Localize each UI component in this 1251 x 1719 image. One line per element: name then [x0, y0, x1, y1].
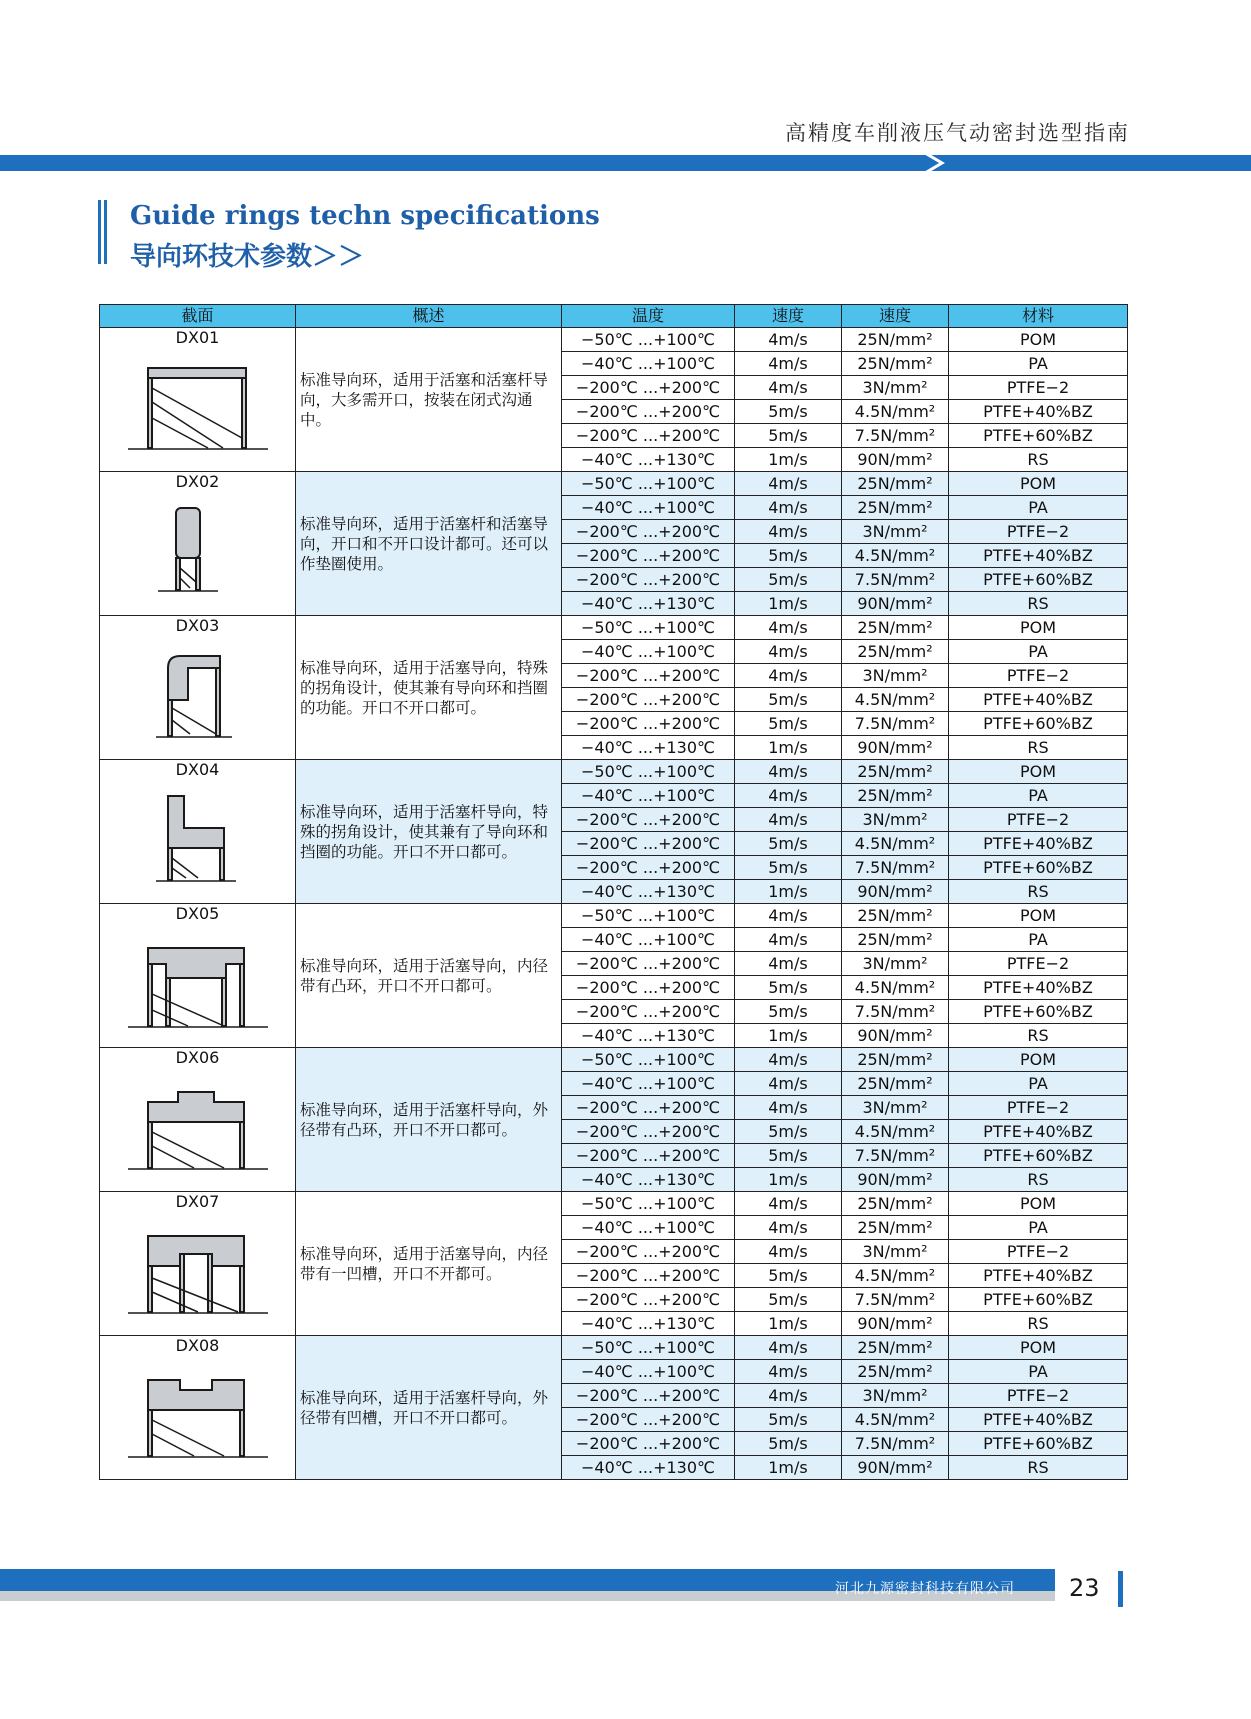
material-cell: RS — [949, 1168, 1128, 1192]
table-row — [100, 472, 1128, 496]
temperature-cell: −200℃ ...+200℃ — [562, 568, 735, 592]
cross-section-drawing — [128, 934, 268, 1030]
load-cell: 25N/mm² — [842, 928, 949, 952]
temperature-cell: −40℃ ...+100℃ — [562, 640, 735, 664]
speed-cell: 4m/s — [735, 1360, 842, 1384]
material-cell: RS — [949, 1456, 1128, 1480]
temperature-cell: −40℃ ...+130℃ — [562, 592, 735, 616]
section-description: 标准导向环，适用于活塞导向，内径带有一凹槽，开口不开都可。 — [296, 1192, 562, 1336]
temperature-cell: −50℃ ...+100℃ — [562, 328, 735, 352]
temperature-cell: −200℃ ...+200℃ — [562, 976, 735, 1000]
temperature-cell: −200℃ ...+200℃ — [562, 400, 735, 424]
load-cell: 4.5N/mm² — [842, 544, 949, 568]
temperature-cell: −50℃ ...+100℃ — [562, 1336, 735, 1360]
load-cell: 7.5N/mm² — [842, 1432, 949, 1456]
speed-cell: 5m/s — [735, 856, 842, 880]
load-cell: 90N/mm² — [842, 1312, 949, 1336]
material-cell: PA — [949, 928, 1128, 952]
speed-cell: 5m/s — [735, 568, 842, 592]
load-cell: 3N/mm² — [842, 808, 949, 832]
temperature-cell: −200℃ ...+200℃ — [562, 376, 735, 400]
temperature-cell: −50℃ ...+100℃ — [562, 760, 735, 784]
load-cell: 3N/mm² — [842, 1240, 949, 1264]
load-cell: 90N/mm² — [842, 448, 949, 472]
load-cell: 25N/mm² — [842, 1360, 949, 1384]
load-cell: 90N/mm² — [842, 1456, 949, 1480]
material-cell: PTFE+40%BZ — [949, 832, 1128, 856]
temperature-cell: −40℃ ...+130℃ — [562, 1312, 735, 1336]
load-cell: 3N/mm² — [842, 1096, 949, 1120]
speed-cell: 5m/s — [735, 976, 842, 1000]
temperature-cell: −50℃ ...+100℃ — [562, 1192, 735, 1216]
cross-section-drawing — [128, 790, 268, 886]
load-cell: 25N/mm² — [842, 640, 949, 664]
load-cell: 90N/mm² — [842, 592, 949, 616]
section-code: DX02 — [175, 472, 220, 491]
speed-cell: 5m/s — [735, 832, 842, 856]
load-cell: 7.5N/mm² — [842, 712, 949, 736]
load-cell: 4.5N/mm² — [842, 1264, 949, 1288]
temperature-cell: −200℃ ...+200℃ — [562, 1288, 735, 1312]
load-cell: 3N/mm² — [842, 1384, 949, 1408]
speed-cell: 4m/s — [735, 1336, 842, 1360]
speed-cell: 4m/s — [735, 760, 842, 784]
load-cell: 25N/mm² — [842, 1072, 949, 1096]
col-header-temperature: 温度 — [562, 305, 735, 328]
section-description: 标准导向环，适用于活塞杆导向，外径带有凸环，开口不开口都可。 — [296, 1048, 562, 1192]
temperature-cell: −200℃ ...+200℃ — [562, 1432, 735, 1456]
speed-cell: 4m/s — [735, 472, 842, 496]
load-cell: 3N/mm² — [842, 664, 949, 688]
section-marker — [98, 200, 108, 264]
col-header-material: 材料 — [949, 305, 1128, 328]
load-cell: 4.5N/mm² — [842, 400, 949, 424]
load-cell: 7.5N/mm² — [842, 424, 949, 448]
speed-cell: 1m/s — [735, 1456, 842, 1480]
speed-cell: 4m/s — [735, 952, 842, 976]
table-header-row — [100, 305, 1128, 328]
load-cell: 25N/mm² — [842, 1192, 949, 1216]
speed-cell: 5m/s — [735, 1408, 842, 1432]
temperature-cell: −200℃ ...+200℃ — [562, 544, 735, 568]
temperature-cell: −50℃ ...+100℃ — [562, 472, 735, 496]
section-description: 标准导向环，适用于活塞和活塞杆导向，大多需开口，按装在闭式沟通中。 — [296, 328, 562, 472]
speed-cell: 5m/s — [735, 1288, 842, 1312]
material-cell: RS — [949, 880, 1128, 904]
table-row — [100, 1192, 1128, 1216]
material-cell: RS — [949, 1312, 1128, 1336]
load-cell: 25N/mm² — [842, 760, 949, 784]
load-cell: 90N/mm² — [842, 736, 949, 760]
section-profile-cell — [100, 1048, 296, 1192]
temperature-cell: −200℃ ...+200℃ — [562, 688, 735, 712]
speed-cell: 1m/s — [735, 1168, 842, 1192]
temperature-cell: −200℃ ...+200℃ — [562, 1096, 735, 1120]
section-code: DX06 — [175, 1048, 220, 1067]
section-title-zh: 导向环技术参数＞＞ — [130, 242, 365, 272]
material-cell: POM — [949, 760, 1128, 784]
section-profile-cell — [100, 760, 296, 904]
temperature-cell: −200℃ ...+200℃ — [562, 1240, 735, 1264]
section-description: 标准导向环，适用于活塞导向，特殊的拐角设计，使其兼有导向环和挡圈的功能。开口不开口都可。 — [296, 616, 562, 760]
table-body — [100, 328, 1128, 1480]
section-code: DX07 — [175, 1192, 220, 1211]
load-cell: 90N/mm² — [842, 880, 949, 904]
speed-cell: 4m/s — [735, 520, 842, 544]
header-bar — [0, 153, 1251, 173]
section-code: DX03 — [175, 616, 220, 635]
speed-cell: 5m/s — [735, 1432, 842, 1456]
table-row — [100, 1048, 1128, 1072]
load-cell: 4.5N/mm² — [842, 976, 949, 1000]
load-cell: 7.5N/mm² — [842, 1288, 949, 1312]
speed-cell: 5m/s — [735, 1000, 842, 1024]
load-cell: 7.5N/mm² — [842, 568, 949, 592]
col-header-load: 速度 — [842, 305, 949, 328]
speed-cell: 4m/s — [735, 808, 842, 832]
material-cell: PTFE+60%BZ — [949, 1000, 1128, 1024]
temperature-cell: −200℃ ...+200℃ — [562, 712, 735, 736]
table-row — [100, 616, 1128, 640]
load-cell: 4.5N/mm² — [842, 1408, 949, 1432]
material-cell: PA — [949, 496, 1128, 520]
table-row — [100, 904, 1128, 928]
col-header-section: 截面 — [100, 305, 296, 328]
speed-cell: 4m/s — [735, 352, 842, 376]
col-header-speed: 速度 — [735, 305, 842, 328]
load-cell: 25N/mm² — [842, 1048, 949, 1072]
table-row — [100, 760, 1128, 784]
speed-cell: 5m/s — [735, 688, 842, 712]
section-profile-cell — [100, 1192, 296, 1336]
section-description: 标准导向环，适用于活塞导向，内径带有凸环，开口不开口都可。 — [296, 904, 562, 1048]
section-code: DX01 — [175, 328, 220, 347]
section-profile-cell — [100, 1336, 296, 1480]
temperature-cell: −40℃ ...+130℃ — [562, 448, 735, 472]
col-header-overview: 概述 — [296, 305, 562, 328]
material-cell: PTFE−2 — [949, 520, 1128, 544]
material-cell: PTFE+60%BZ — [949, 712, 1128, 736]
temperature-cell: −200℃ ...+200℃ — [562, 1000, 735, 1024]
material-cell: PTFE−2 — [949, 1240, 1128, 1264]
page-number-marker — [1118, 1571, 1123, 1607]
material-cell: PTFE+40%BZ — [949, 1120, 1128, 1144]
cross-section-drawing — [128, 1222, 268, 1318]
speed-cell: 5m/s — [735, 712, 842, 736]
section-profile-cell — [100, 616, 296, 760]
material-cell: PA — [949, 352, 1128, 376]
load-cell: 3N/mm² — [842, 376, 949, 400]
temperature-cell: −50℃ ...+100℃ — [562, 616, 735, 640]
temperature-cell: −50℃ ...+100℃ — [562, 904, 735, 928]
spec-table — [99, 304, 1128, 1480]
material-cell: POM — [949, 616, 1128, 640]
section-profile-cell — [100, 904, 296, 1048]
material-cell: PA — [949, 784, 1128, 808]
material-cell: PTFE+40%BZ — [949, 688, 1128, 712]
cross-section-drawing — [128, 646, 268, 742]
section-code: DX08 — [175, 1336, 220, 1355]
load-cell: 25N/mm² — [842, 1216, 949, 1240]
speed-cell: 5m/s — [735, 400, 842, 424]
speed-cell: 4m/s — [735, 640, 842, 664]
load-cell: 25N/mm² — [842, 472, 949, 496]
material-cell: RS — [949, 448, 1128, 472]
temperature-cell: −200℃ ...+200℃ — [562, 1384, 735, 1408]
section-code: DX05 — [175, 904, 220, 923]
speed-cell: 5m/s — [735, 1120, 842, 1144]
speed-cell: 5m/s — [735, 544, 842, 568]
speed-cell: 5m/s — [735, 424, 842, 448]
material-cell: PTFE−2 — [949, 1384, 1128, 1408]
table-row — [100, 328, 1128, 352]
speed-cell: 4m/s — [735, 496, 842, 520]
speed-cell: 4m/s — [735, 1216, 842, 1240]
load-cell: 90N/mm² — [842, 1024, 949, 1048]
material-cell: PTFE−2 — [949, 952, 1128, 976]
load-cell: 25N/mm² — [842, 904, 949, 928]
cross-section-drawing — [128, 1078, 268, 1174]
load-cell: 7.5N/mm² — [842, 1144, 949, 1168]
cross-section-drawing — [128, 358, 268, 454]
load-cell: 25N/mm² — [842, 784, 949, 808]
temperature-cell: −200℃ ...+200℃ — [562, 424, 735, 448]
material-cell: POM — [949, 328, 1128, 352]
table-row — [100, 1336, 1128, 1360]
cross-section-drawing — [128, 1366, 268, 1462]
load-cell: 3N/mm² — [842, 520, 949, 544]
material-cell: PTFE+40%BZ — [949, 976, 1128, 1000]
temperature-cell: −40℃ ...+100℃ — [562, 1216, 735, 1240]
material-cell: PTFE−2 — [949, 1096, 1128, 1120]
speed-cell: 4m/s — [735, 1384, 842, 1408]
speed-cell: 5m/s — [735, 1264, 842, 1288]
speed-cell: 4m/s — [735, 928, 842, 952]
section-title-en: Guide rings techn specifications — [130, 201, 600, 231]
speed-cell: 4m/s — [735, 784, 842, 808]
material-cell: PTFE+60%BZ — [949, 1144, 1128, 1168]
temperature-cell: −200℃ ...+200℃ — [562, 832, 735, 856]
header-title: 高精度车削液压气动密封选型指南 — [785, 121, 1130, 145]
page-number: 23 — [1069, 1574, 1100, 1602]
temperature-cell: −200℃ ...+200℃ — [562, 1120, 735, 1144]
temperature-cell: −200℃ ...+200℃ — [562, 808, 735, 832]
load-cell: 7.5N/mm² — [842, 856, 949, 880]
material-cell: RS — [949, 736, 1128, 760]
temperature-cell: −200℃ ...+200℃ — [562, 856, 735, 880]
speed-cell: 4m/s — [735, 1048, 842, 1072]
load-cell: 25N/mm² — [842, 1336, 949, 1360]
speed-cell: 4m/s — [735, 1072, 842, 1096]
speed-cell: 1m/s — [735, 592, 842, 616]
material-cell: POM — [949, 1048, 1128, 1072]
material-cell: PA — [949, 1072, 1128, 1096]
material-cell: POM — [949, 472, 1128, 496]
temperature-cell: −40℃ ...+100℃ — [562, 496, 735, 520]
load-cell: 4.5N/mm² — [842, 688, 949, 712]
material-cell: PTFE+40%BZ — [949, 400, 1128, 424]
load-cell: 90N/mm² — [842, 1168, 949, 1192]
load-cell: 7.5N/mm² — [842, 1000, 949, 1024]
material-cell: POM — [949, 1336, 1128, 1360]
speed-cell: 4m/s — [735, 664, 842, 688]
load-cell: 25N/mm² — [842, 328, 949, 352]
temperature-cell: −40℃ ...+100℃ — [562, 1360, 735, 1384]
temperature-cell: −200℃ ...+200℃ — [562, 1408, 735, 1432]
material-cell: PTFE+40%BZ — [949, 544, 1128, 568]
material-cell: PTFE−2 — [949, 664, 1128, 688]
load-cell: 25N/mm² — [842, 496, 949, 520]
temperature-cell: −40℃ ...+100℃ — [562, 784, 735, 808]
section-code: DX04 — [175, 760, 220, 779]
temperature-cell: −40℃ ...+130℃ — [562, 1456, 735, 1480]
speed-cell: 4m/s — [735, 1240, 842, 1264]
temperature-cell: −200℃ ...+200℃ — [562, 1144, 735, 1168]
speed-cell: 5m/s — [735, 1144, 842, 1168]
cross-section-drawing — [128, 502, 268, 598]
material-cell: PTFE+60%BZ — [949, 856, 1128, 880]
footer-company: 河北九源密封科技有限公司 — [835, 1581, 1015, 1597]
temperature-cell: −200℃ ...+200℃ — [562, 664, 735, 688]
speed-cell: 4m/s — [735, 904, 842, 928]
material-cell: POM — [949, 904, 1128, 928]
temperature-cell: −200℃ ...+200℃ — [562, 952, 735, 976]
temperature-cell: −40℃ ...+100℃ — [562, 928, 735, 952]
temperature-cell: −40℃ ...+130℃ — [562, 1024, 735, 1048]
temperature-cell: −40℃ ...+100℃ — [562, 1072, 735, 1096]
material-cell: PTFE+60%BZ — [949, 568, 1128, 592]
temperature-cell: −40℃ ...+130℃ — [562, 736, 735, 760]
load-cell: 4.5N/mm² — [842, 1120, 949, 1144]
material-cell: PTFE−2 — [949, 376, 1128, 400]
speed-cell: 1m/s — [735, 1024, 842, 1048]
load-cell: 25N/mm² — [842, 616, 949, 640]
speed-cell: 4m/s — [735, 1096, 842, 1120]
material-cell: POM — [949, 1192, 1128, 1216]
temperature-cell: −40℃ ...+130℃ — [562, 1168, 735, 1192]
material-cell: PTFE+60%BZ — [949, 424, 1128, 448]
temperature-cell: −200℃ ...+200℃ — [562, 1264, 735, 1288]
temperature-cell: −40℃ ...+100℃ — [562, 352, 735, 376]
section-profile-cell — [100, 472, 296, 616]
speed-cell: 1m/s — [735, 736, 842, 760]
material-cell: PTFE−2 — [949, 808, 1128, 832]
material-cell: RS — [949, 1024, 1128, 1048]
material-cell: PA — [949, 1360, 1128, 1384]
section-description: 标准导向环，适用于活塞杆导向，特殊的拐角设计，使其兼有了导向环和挡圈的功能。开口不开口都可。 — [296, 760, 562, 904]
load-cell: 3N/mm² — [842, 952, 949, 976]
material-cell: PTFE+40%BZ — [949, 1408, 1128, 1432]
section-description: 标准导向环，适用于活塞杆和活塞导向，开口和不开口设计都可。还可以作垫圈使用。 — [296, 472, 562, 616]
temperature-cell: −200℃ ...+200℃ — [562, 520, 735, 544]
speed-cell: 1m/s — [735, 1312, 842, 1336]
material-cell: RS — [949, 592, 1128, 616]
material-cell: PTFE+60%BZ — [949, 1288, 1128, 1312]
speed-cell: 1m/s — [735, 880, 842, 904]
load-cell: 25N/mm² — [842, 352, 949, 376]
material-cell: PA — [949, 640, 1128, 664]
material-cell: PTFE+60%BZ — [949, 1432, 1128, 1456]
temperature-cell: −40℃ ...+130℃ — [562, 880, 735, 904]
load-cell: 4.5N/mm² — [842, 832, 949, 856]
speed-cell: 4m/s — [735, 376, 842, 400]
speed-cell: 1m/s — [735, 448, 842, 472]
speed-cell: 4m/s — [735, 616, 842, 640]
material-cell: PA — [949, 1216, 1128, 1240]
speed-cell: 4m/s — [735, 1192, 842, 1216]
section-profile-cell — [100, 328, 296, 472]
section-description: 标准导向环，适用于活塞杆导向，外径带有凹槽，开口不开口都可。 — [296, 1336, 562, 1480]
temperature-cell: −50℃ ...+100℃ — [562, 1048, 735, 1072]
material-cell: PTFE+40%BZ — [949, 1264, 1128, 1288]
speed-cell: 4m/s — [735, 328, 842, 352]
